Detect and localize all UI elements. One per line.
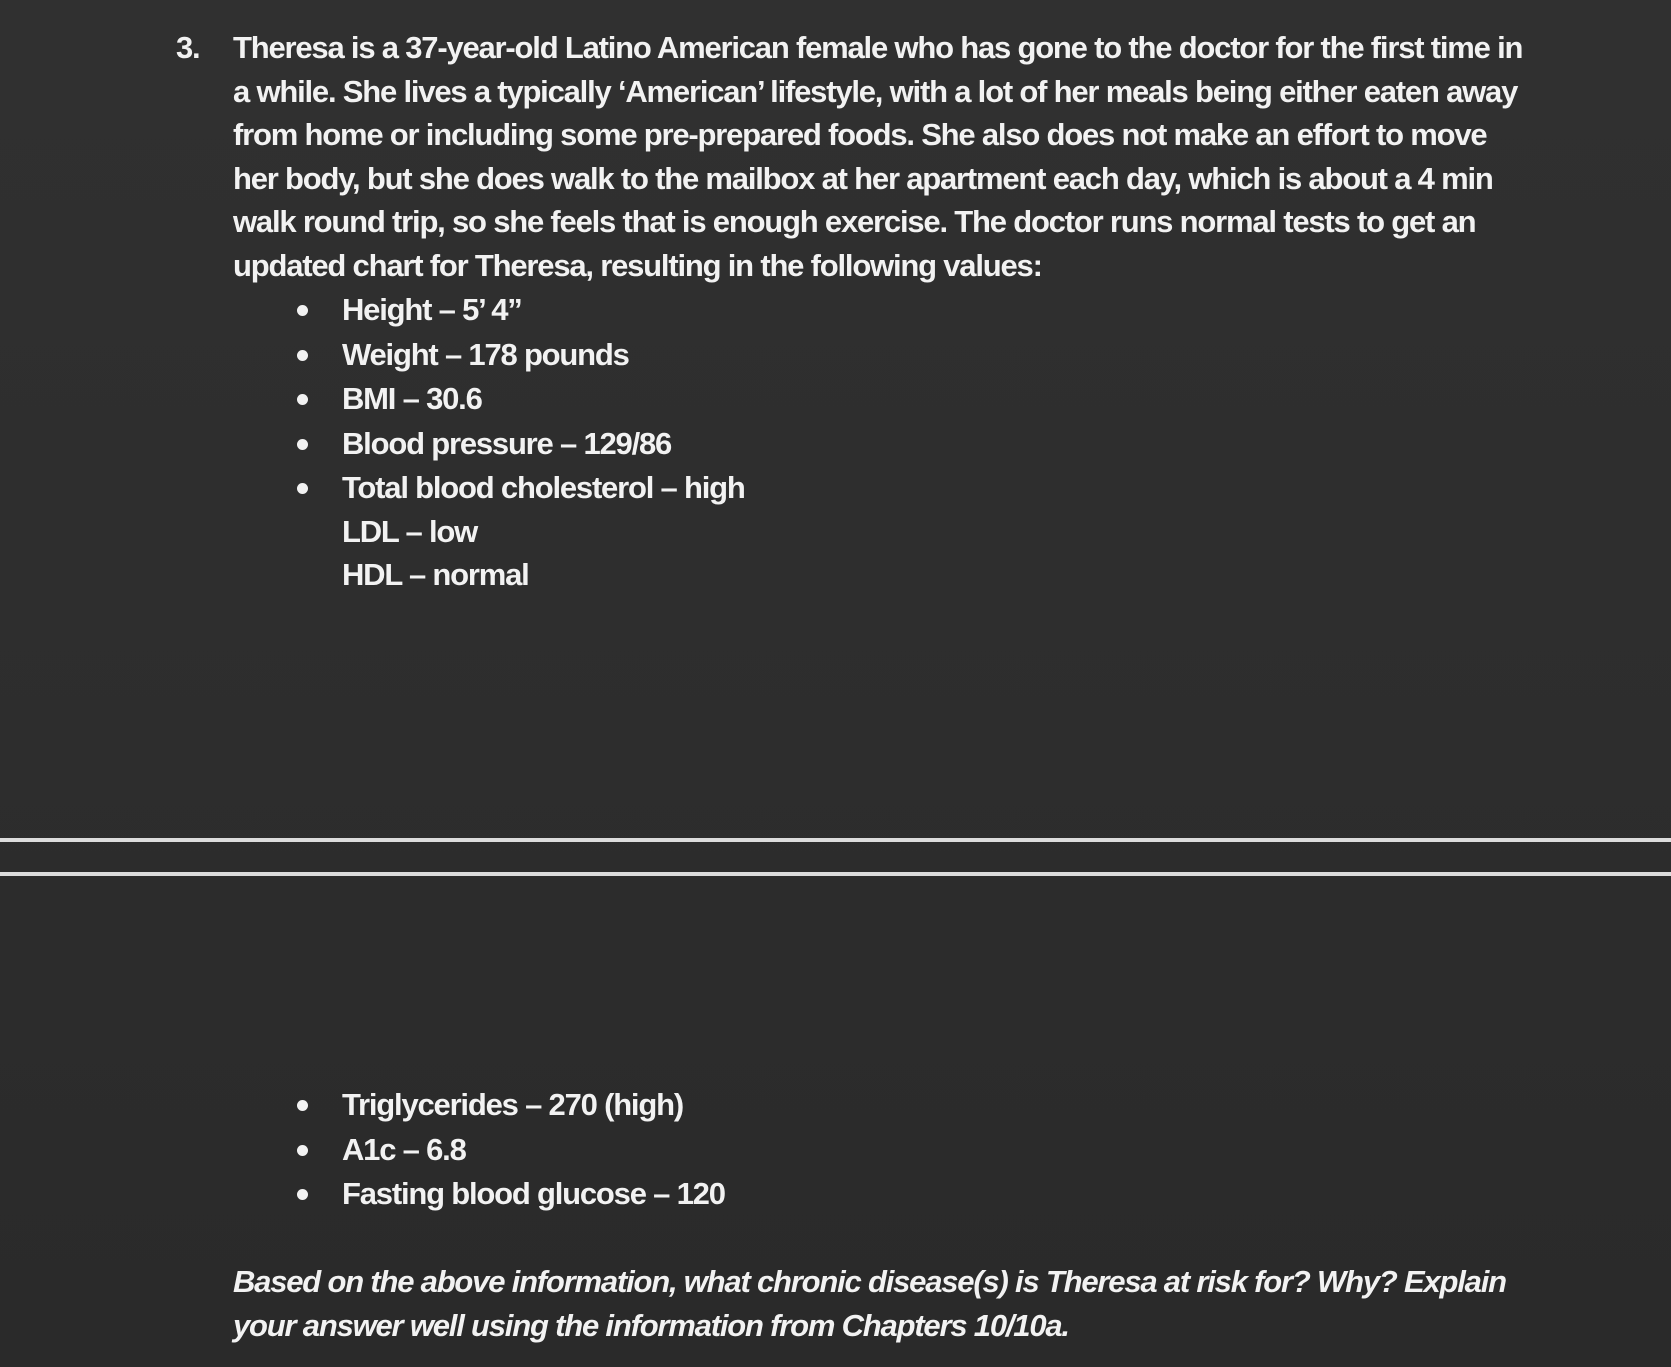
- bullet-icon: [297, 483, 308, 494]
- list-item: [280, 1128, 725, 1173]
- list-item: [280, 466, 745, 511]
- question-block: [176, 26, 1526, 287]
- question-text: Theresa is a 37-year-old Latino American female who has gone to the doctor for the first time in a while. She lives a typically ‘American’ lifestyle, with a lot of her meals being either eaten away from home or including some pre-prepared foods. She also does not make an effort to move her body, but she does walk to the mailbox at her apartment each day, which is about a 4 min walk round trip, so she feels that is enough exercise. The doctor runs normal tests to get an updated chart for Theresa, resulting in the following values:: [233, 30, 1523, 283]
- list-item-text: Weight – 178 pounds: [342, 336, 629, 372]
- question-number: 3.: [176, 30, 200, 65]
- divider-line: [0, 838, 1671, 842]
- bullet-icon: [297, 1189, 308, 1200]
- hdl-value: HDL – normal: [342, 557, 529, 592]
- values-list-top: [280, 288, 745, 511]
- bullet-icon: [297, 305, 308, 316]
- list-item-text: Height – 5’ 4”: [342, 292, 522, 327]
- divider-line: [0, 872, 1671, 876]
- list-item-text: Triglycerides – 270 (high): [342, 1087, 683, 1122]
- values-list-bottom: [280, 1083, 725, 1217]
- bullet-icon: [297, 350, 308, 361]
- list-item-text: A1c – 6.8: [342, 1131, 466, 1167]
- prompt-question: Based on the above information, what chronic disease(s) is Theresa at risk for? Why? Explain your answer well using the information from Chapters 10/10a.: [233, 1264, 1506, 1343]
- list-item: [280, 1083, 725, 1128]
- ldl-value: LDL – low: [342, 514, 478, 549]
- bullet-icon: [297, 439, 308, 450]
- bullet-icon: [297, 1100, 308, 1111]
- list-item-text: Fasting blood glucose – 120: [342, 1176, 725, 1211]
- list-item: [280, 377, 745, 422]
- list-item-text: BMI – 30.6: [342, 381, 482, 416]
- list-item: [280, 422, 745, 467]
- list-item-text: Total blood cholesterol – high: [342, 470, 745, 505]
- bullet-icon: [297, 1145, 308, 1156]
- list-item: [280, 1172, 725, 1217]
- list-item: [280, 333, 745, 378]
- list-item: [280, 288, 745, 333]
- bullet-icon: [297, 394, 308, 405]
- list-item-text: Blood pressure – 129/86: [342, 425, 672, 461]
